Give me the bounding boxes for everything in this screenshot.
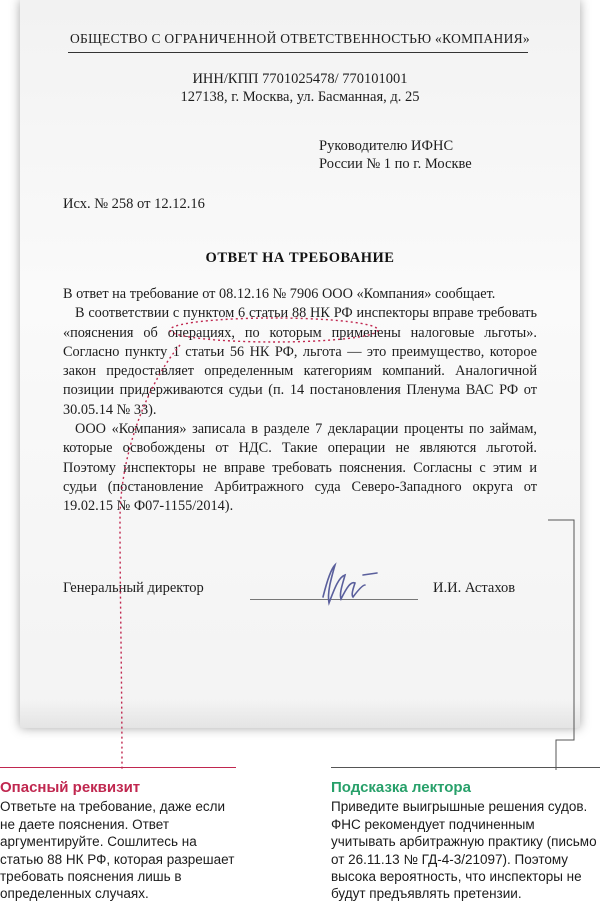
signature-stroke [323, 565, 377, 603]
danger-note-text: Ответьте на требование, даже если не даете пояснения. Ответ аргументируйте. Сошлитесь на статью 88 НК РФ, которая разрешает требовать пояснения лишь в определенных случаях. [0, 799, 235, 902]
recipient-line-2: России № 1 по г. Москве [319, 156, 472, 172]
header-divider [68, 52, 528, 53]
hint-note-rule [331, 767, 600, 768]
danger-note [0, 779, 240, 903]
inn-kpp: ИНН/КПП 7701025478/ 770101001 [192, 71, 408, 87]
recipient-line-1: Руководителю ИФНС [319, 138, 454, 154]
signer-name: И.И. Астахов [433, 580, 516, 596]
address: 127138, г. Москва, ул. Басманная, д. 25 [180, 89, 420, 105]
document-title: ОТВЕТ НА ТРЕБОВАНИЕ [205, 250, 395, 266]
requisites [0, 70, 600, 106]
handwritten-signature [305, 553, 395, 613]
danger-note-rule [0, 767, 236, 768]
paragraph-2: В соответствии с пунктом 6 статьи 88 НК РФ инспекторы вправе требовать «пояснения об операциях, по которым применены налоговые льготы». Согласно пункту 1 статьи 56 НК РФ, льгота — это преимущество, которое закон предоставляет определенным категориям компаний. Аналогичной позиции придерживаются судьи (п. 14 постановления Пленума ВАС РФ от 30.05.14 № 33). [63, 305, 537, 418]
paragraph-3: ООО «Компания» записала в разделе 7 декларации проценты по займам, которые освобождены от НДС. Такие операции не являются льготой. Поэтому инспекторы не вправе требовать пояснения. Согласны с этим и судьи (постановление Арбитражного суда Северо-Западного округа от 19.02.15 № Ф07-1155/2014). [63, 421, 537, 515]
outgoing-number: Исх. № 258 от 12.12.16 [63, 196, 205, 212]
hint-note-text: Приведите выигрышные решения судов. ФНС рекомендует подчиненным учитывать арбитражную практику (письмо от 26.11.13 № ГД-4-3/21097). Поэтому высока вероятность, что инспекторы не будут предъявлять претензии. [331, 799, 597, 902]
recipient [319, 137, 472, 173]
paper-fold-shadow [20, 700, 580, 728]
paragraph-1: В ответ на требование от 08.12.16 № 7906 ООО «Компания» сообщает. [63, 286, 496, 302]
organization-name: ОБЩЕСТВО С ОГРАНИЧЕННОЙ ОТВЕТСТВЕННОСТЬЮ «КОМПАНИЯ» [70, 31, 530, 46]
document-body [63, 285, 537, 517]
hint-note-title: Подсказка лектора [331, 779, 471, 796]
signer-title: Генеральный директор [63, 580, 204, 596]
danger-note-title: Опасный реквизит [0, 779, 141, 796]
hint-note [331, 779, 600, 903]
